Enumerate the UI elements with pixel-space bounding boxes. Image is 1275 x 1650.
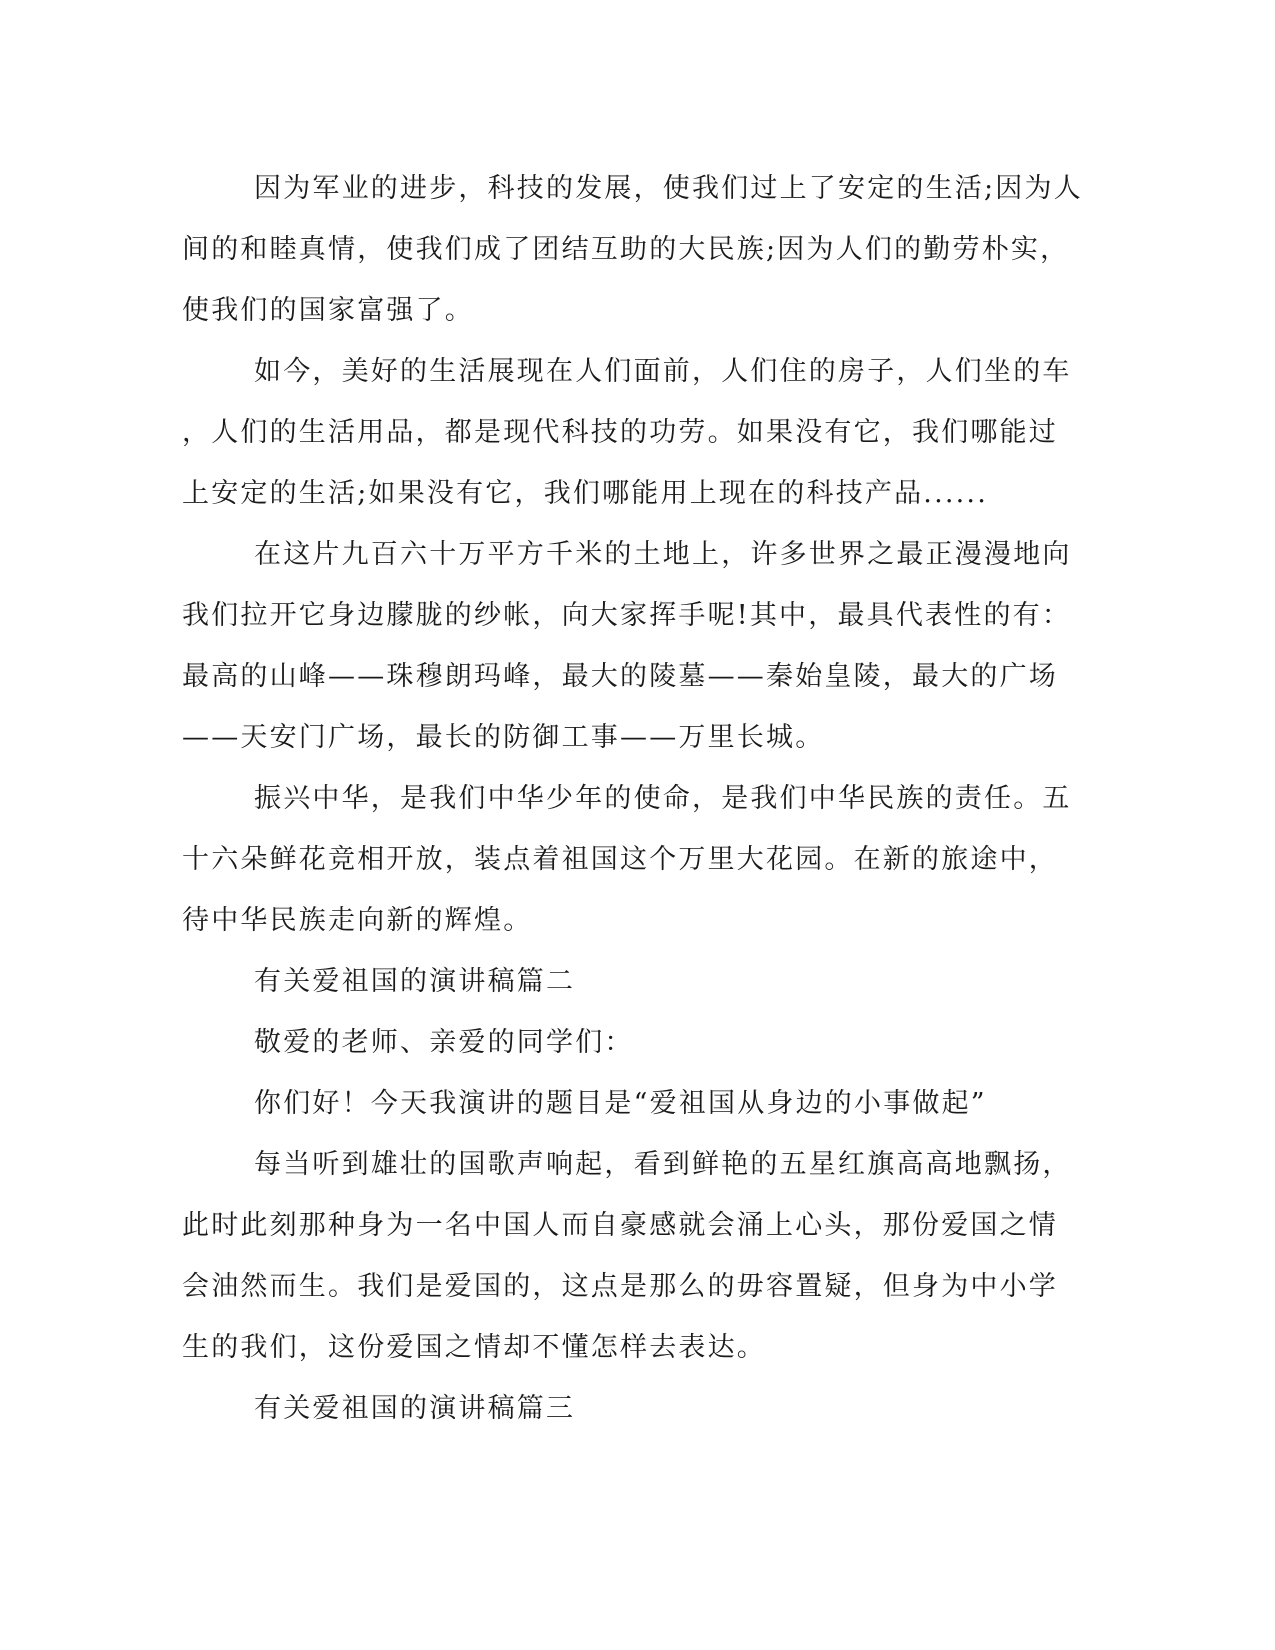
text-line: 最高的山峰——珠穆朗玛峰，最大的陵墓——秦始皇陵，最大的广场 — [182, 661, 1058, 692]
text-line: 间的和睦真情，使我们成了团结互助的大民族;因为人们的勤劳朴实， — [182, 234, 1070, 265]
section-heading-3 — [182, 1378, 1042, 1439]
text-line: 此时此刻那种身为一名中国人而自豪感就会涌上心头，那份爱国之情 — [182, 1210, 1058, 1241]
paragraph-5 — [182, 1134, 1072, 1378]
paragraph-4 — [182, 768, 1072, 951]
paragraph-1 — [182, 158, 1083, 341]
text-line: 生的我们，这份爱国之情却不懂怎样去表达。 — [182, 1332, 766, 1363]
text-line: 会油然而生。我们是爱国的，这点是那么的毋容置疑，但身为中小学 — [182, 1271, 1058, 1302]
heading-line: 有关爱祖国的演讲稿篇三 — [254, 1393, 576, 1424]
text-line: 因为军业的进步，科技的发展，使我们过上了安定的生活;因为人 — [254, 173, 1083, 204]
section-heading-2 — [182, 951, 1042, 1012]
text-line: ，人们的生活用品，都是现代科技的功劳。如果没有它，我们哪能过 — [182, 417, 1058, 448]
text-line: 使我们的国家富强了。 — [182, 295, 474, 326]
text-line: 敬爱的老师、亲爱的同学们： — [254, 1027, 634, 1058]
heading-line: 有关爱祖国的演讲稿篇二 — [254, 966, 576, 997]
text-line: 在这片九百六十万平方千米的土地上，许多世界之最正漫漫地向 — [254, 539, 1072, 570]
text-line: 如今，美好的生活展现在人们面前，人们住的房子，人们坐的车 — [254, 356, 1072, 387]
paragraph-2 — [182, 341, 1072, 524]
text-line: 振兴中华，是我们中华少年的使命，是我们中华民族的责任。五 — [254, 783, 1072, 814]
salutation — [182, 1012, 1042, 1073]
text-line: 每当听到雄壮的国歌声响起，看到鲜艳的五星红旗高高地飘扬， — [254, 1149, 1072, 1180]
greeting — [182, 1073, 1042, 1134]
document-body — [182, 158, 1083, 1439]
text-line: 十六朵鲜花竞相开放，装点着祖国这个万里大花园。在新的旅途中， — [182, 844, 1058, 875]
text-line: 上安定的生活;如果没有它，我们哪能用上现在的科技产品...... — [182, 478, 988, 509]
text-line: ——天安门广场，最长的防御工事——万里长城。 — [182, 722, 825, 753]
text-line: 我们拉开它身边朦胧的纱帐，向大家挥手呢!其中，最具代表性的有： — [182, 600, 1072, 631]
paragraph-3 — [182, 524, 1072, 768]
text-line: 待中华民族走向新的辉煌。 — [182, 905, 533, 936]
text-line: 你们好！今天我演讲的题目是“爱祖国从身边的小事做起” — [254, 1088, 987, 1119]
